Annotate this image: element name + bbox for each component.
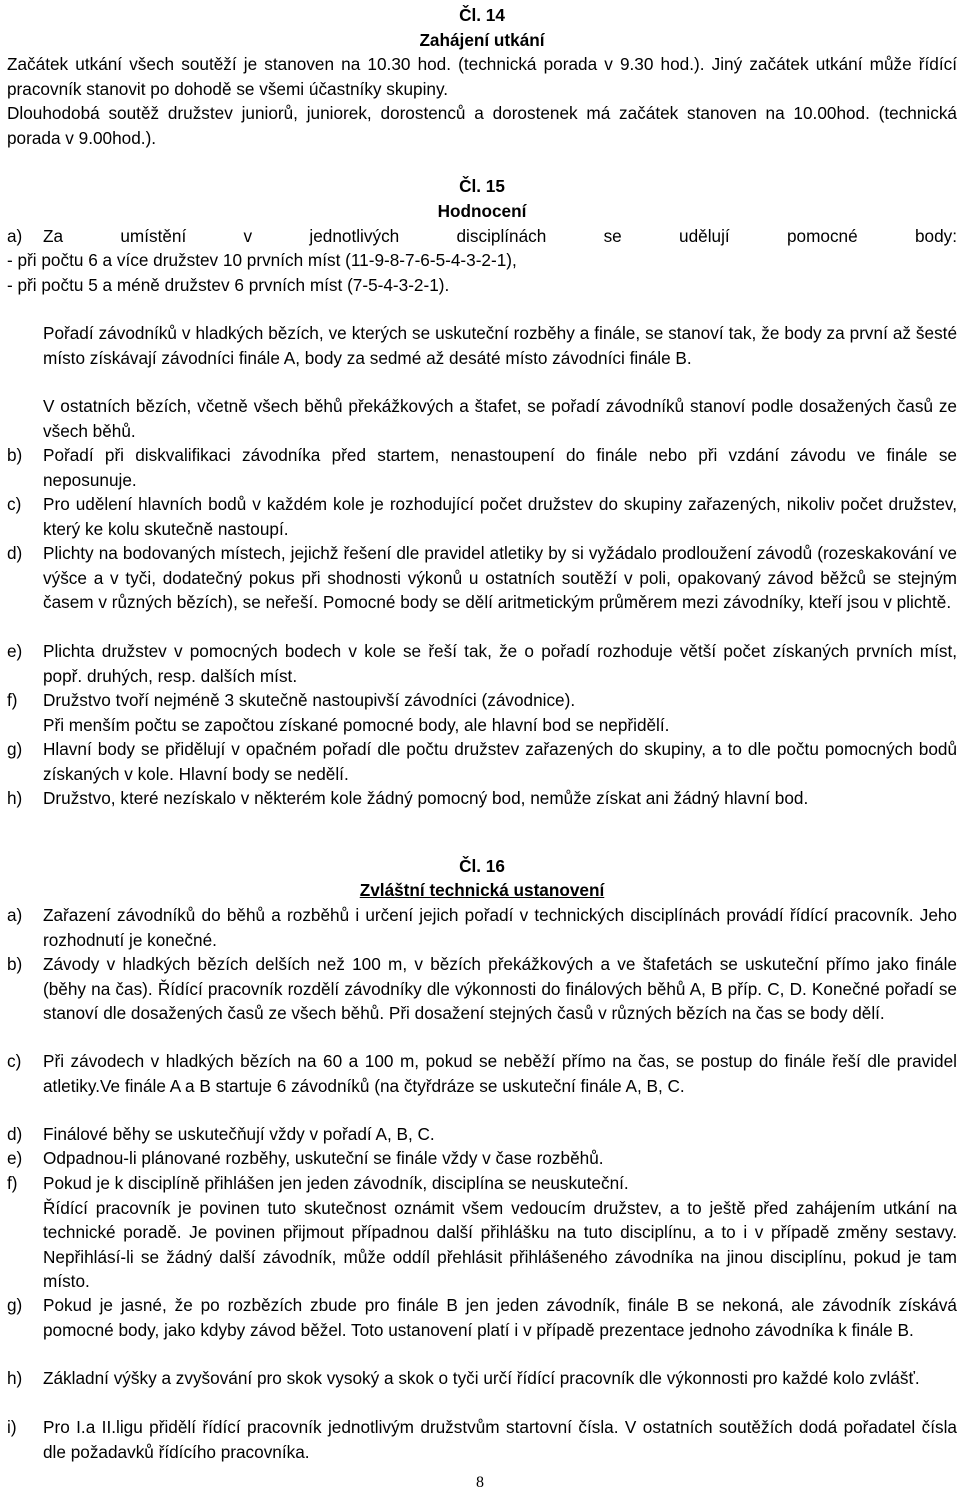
- article-15-a-paragraph-1: Pořadí závodníků v hladkých bězích, ve kterých se uskuteční rozběhy a finále, se stanoví tak, že body za první až šesté místo získávají závodníci finále A, body za sedmé až desáté místo závodníci finále B.: [43, 323, 957, 368]
- article-14-paragraph-2: Dlouhodobá soutěž družstev juniorů, juniorek, dorostenců a dorostenek má začátek stanoven na 10.00hod. (technická porada v 9.00hod.).: [7, 103, 957, 148]
- item-label: g): [7, 739, 23, 759]
- item-text: Odpadnou-li plánované rozběhy, uskuteční se finále vždy v čase rozběhů.: [43, 1148, 604, 1168]
- article-15-item-f: [7, 688, 957, 737]
- item-label: b): [7, 954, 23, 974]
- article-16-item-d: [7, 1122, 957, 1147]
- item-text-continued: Řídící pracovník je povinen tuto skutečnost oznámit všem vedoucím družstev, a to ještě před zahájením utkání na technické poradě. Je povinen přijmout případnou další přihlášku na tuto disciplínu, a to i v případě změny sestavy. Nepřihlásí-li se žádný další závodník, může oddíl přehlásit přihlášeného závodníka na jinou disciplínu, pokud je tam místo.: [43, 1197, 957, 1292]
- article-16-number: Čl. 16: [459, 856, 505, 876]
- item-label: b): [7, 445, 23, 465]
- article-16-item-f: [7, 1171, 957, 1294]
- article-16-title-wrap: [7, 878, 957, 903]
- item-label: e): [7, 641, 23, 661]
- item-label: d): [7, 1124, 23, 1144]
- item-label: d): [7, 543, 23, 563]
- item-text: Finálové běhy se uskutečňují vždy v pořadí A, B, C.: [43, 1124, 435, 1144]
- article-15-a-line-1: - při počtu 6 a více družstev 10 prvních míst (11-9-8-7-6-5-4-3-2-1),: [7, 250, 517, 270]
- article-15-item-h: [7, 786, 957, 811]
- page-number: 8: [476, 1474, 484, 1491]
- item-text: Za umístění v jednotlivých disciplínách se udělují pomocné body:: [43, 226, 957, 246]
- item-label: h): [7, 1368, 23, 1388]
- item-text: Při závodech v hladkých bězích na 60 a 100 m, pokud se neběží přímo na čas, se postup do finále řeší dle pravidel atletiky.Ve finále A a B startuje 6 závodníků (na čtyřdráze se uskuteční finále A, B, C.: [43, 1051, 957, 1096]
- article-14-number: Čl. 14: [459, 5, 505, 25]
- item-label: g): [7, 1295, 23, 1315]
- article-16-item-h: [7, 1366, 957, 1391]
- article-14-title: Zahájení utkání: [419, 30, 545, 50]
- item-text: Plichty na bodovaných místech, jejichž řešení dle pravidel atletiky by si vyžádalo prodloužení závodů (rozeskakování ve výšce a v tyči, dodatečný pokus při shodnosti výkonů u ostatních soutěží v poli, opakovaný závod běžců se stejným časem v různých bězích), se neřeší. Pomocné body se dělí aritmetickým průměrem mezi závodníky, kteří jsou v plichtě.: [43, 543, 957, 613]
- article-16-item-i: [7, 1415, 957, 1464]
- item-text: Družstvo, které nezískalo v některém kole žádný pomocný bod, nemůže získat ani žádný hlavní bod.: [43, 788, 809, 808]
- item-text: Pořadí při diskvalifikaci závodníka před startem, nenastoupení do finále nebo při vzdání závodu ve finále se neposunuje.: [43, 445, 957, 490]
- item-text: Pro I.a II.ligu přidělí řídící pracovník jednotlivým družstvům startovní čísla. V ostatních soutěžích dodá pořadatel čísla dle požadavků řídícího pracovníka.: [43, 1417, 957, 1462]
- article-14-paragraph-1: Začátek utkání všech soutěží je stanoven na 10.30 hod. (technická porada v 9.30 hod.). Jiný začátek utkání může řídící pracovník stanovit po dohodě se všemi účastníky skupiny.: [7, 54, 957, 99]
- item-label: c): [7, 1051, 22, 1071]
- item-text: Hlavní body se přidělují v opačném pořadí dle počtu družstev zařazených do skupiny, a to dle počtu pomocných bodů získaných v kole. Hlavní body se nedělí.: [43, 739, 957, 784]
- article-16-item-c: [7, 1049, 957, 1098]
- item-text: Pro udělení hlavních bodů v každém kole je rozhodující počet družstev do skupiny zařazených, nikoliv počet družstev, který ke kolu skutečně nastoupí.: [43, 494, 957, 539]
- item-label: e): [7, 1148, 23, 1168]
- article-15-title: Hodnocení: [437, 201, 527, 221]
- item-text: Závody v hladkých bězích delších než 100 m, v bězích překážkových a ve štafetách se uskuteční přímo jako finále (běhy na čas). Řídící pracovník rozdělí závodníky dle výkonnosti do finálových běhů A, B příp. C, D. Konečné pořadí se stanoví dle dosažených časů ze všech běhů. Při dosažení stejných časů v různých bězích na čas se body dělí.: [43, 954, 957, 1024]
- article-15-item-e: [7, 639, 957, 688]
- item-label: h): [7, 788, 23, 808]
- article-15-item-c: [7, 492, 957, 541]
- item-label: f): [7, 1173, 18, 1193]
- article-15-item-d: [7, 541, 957, 615]
- item-label: c): [7, 494, 22, 514]
- article-15-item-g: [7, 737, 957, 786]
- article-15-a-paragraph-2: V ostatních bězích, včetně všech běhů překážkových a štafet, se pořadí závodníků stanoví podle dosažených časů ze všech běhů.: [43, 396, 957, 441]
- item-text: Družstvo tvoří nejméně 3 skutečně nastoupivší závodníci (závodnice).: [43, 690, 576, 710]
- item-label: a): [7, 226, 23, 246]
- item-label: f): [7, 690, 18, 710]
- article-15-item-b: [7, 443, 957, 492]
- article-16-item-g: [7, 1293, 957, 1342]
- item-label: i): [7, 1417, 17, 1437]
- item-text: Pokud je k disciplíně přihlášen jen jeden závodník, disciplína se neuskuteční.: [43, 1173, 629, 1193]
- article-16-item-e: [7, 1146, 957, 1171]
- item-text-continued: Při menším počtu se započtou získané pomocné body, ale hlavní bod se nepřidělí.: [43, 714, 670, 735]
- article-16-item-a: [7, 903, 957, 952]
- item-text: Zařazení závodníků do běhů a rozběhů i určení jejich pořadí v technických disciplínách provádí řídící pracovník. Jeho rozhodnutí je konečné.: [43, 905, 957, 950]
- article-15-number: Čl. 15: [459, 176, 505, 196]
- item-text: Plichta družstev v pomocných bodech v kole se řeší tak, že o pořadí rozhoduje větší počet získaných prvních míst, popř. druhých, resp. dalších míst.: [43, 641, 957, 686]
- article-16-title: Zvláštní technická ustanovení: [359, 880, 605, 900]
- item-text: Základní výšky a zvyšování pro skok vysoký a skok o tyči určí řídící pracovník dle výkonnosti pro každé kolo zvlášť.: [43, 1368, 920, 1388]
- article-15-a-line-2: - při počtu 5 a méně družstev 6 prvních míst (7-5-4-3-2-1).: [7, 275, 450, 295]
- article-15-item-a: [7, 224, 957, 249]
- item-text: Pokud je jasné, že po rozbězích zbude pro finále B jen jeden závodník, finále B se nekoná, ale závodník získává pomocné body, jako kdyby závod běžel. Toto ustanovení platí i v případě prezentace jednoho závodníka k finále B.: [43, 1295, 957, 1340]
- article-16-item-b: [7, 952, 957, 1026]
- item-label: a): [7, 905, 23, 925]
